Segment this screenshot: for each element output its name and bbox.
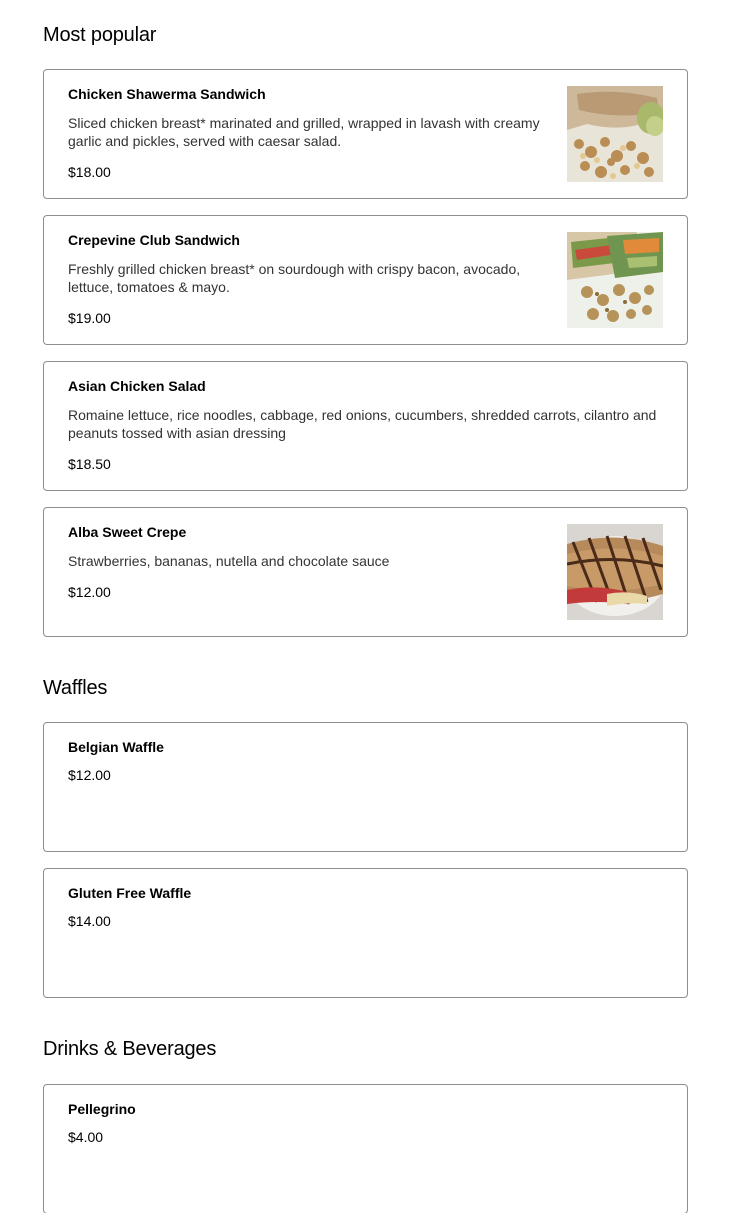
menu-item-price: $14.00	[68, 913, 111, 929]
menu-item-name: Crepevine Club Sandwich	[68, 232, 240, 248]
menu-item-price: $18.50	[68, 456, 111, 472]
menu-item-description: Romaine lettuce, rice noodles, cabbage, red onions, cucumbers, shredded carrots, cilantro and peanuts tossed with asian dressing	[68, 407, 657, 441]
menu-item-price: $4.00	[68, 1129, 104, 1145]
menu-item-price: $12.00	[68, 767, 111, 783]
menu-item-description: Strawberries, bananas, nutella and chocolate sauce	[68, 553, 390, 569]
menu-item-name: Pellegrino	[68, 1101, 136, 1117]
menu-item-card[interactable]	[43, 507, 688, 637]
menu-item-card[interactable]	[43, 361, 688, 491]
section-title-most-popular: Most popular	[43, 24, 157, 46]
menu-item-card[interactable]	[43, 722, 688, 852]
menu-item-card[interactable]	[43, 868, 688, 998]
menu-item-description: Freshly grilled chicken breast* on sourdough with crispy bacon, avocado, lettuce, tomatoes & mayo.	[68, 261, 521, 295]
crepevine-club-sandwich-photo	[567, 232, 663, 328]
menu-item-name: Chicken Shawerma Sandwich	[68, 86, 266, 102]
menu-item-name: Gluten Free Waffle	[68, 885, 192, 901]
menu-item-description: Sliced chicken breast* marinated and grilled, wrapped in lavash with creamy garlic and pickles, served with caesar salad.	[68, 115, 540, 149]
section-title-drinks-beverages: Drinks & Beverages	[43, 1038, 217, 1060]
menu-item-price: $12.00	[68, 584, 111, 600]
menu-item-name: Alba Sweet Crepe	[68, 524, 187, 540]
menu-item-card[interactable]	[43, 215, 688, 345]
menu-item-price: $18.00	[68, 164, 111, 180]
menu-item-name: Asian Chicken Salad	[68, 378, 206, 394]
menu-item-name: Belgian Waffle	[68, 739, 164, 755]
menu-item-card[interactable]	[43, 1084, 688, 1213]
section-title-waffles: Waffles	[43, 677, 108, 699]
menu-item-card[interactable]	[43, 69, 688, 199]
menu-item-price: $19.00	[68, 310, 111, 326]
alba-sweet-crepe-photo	[567, 524, 663, 620]
chicken-shawerma-sandwich-photo	[567, 86, 663, 182]
